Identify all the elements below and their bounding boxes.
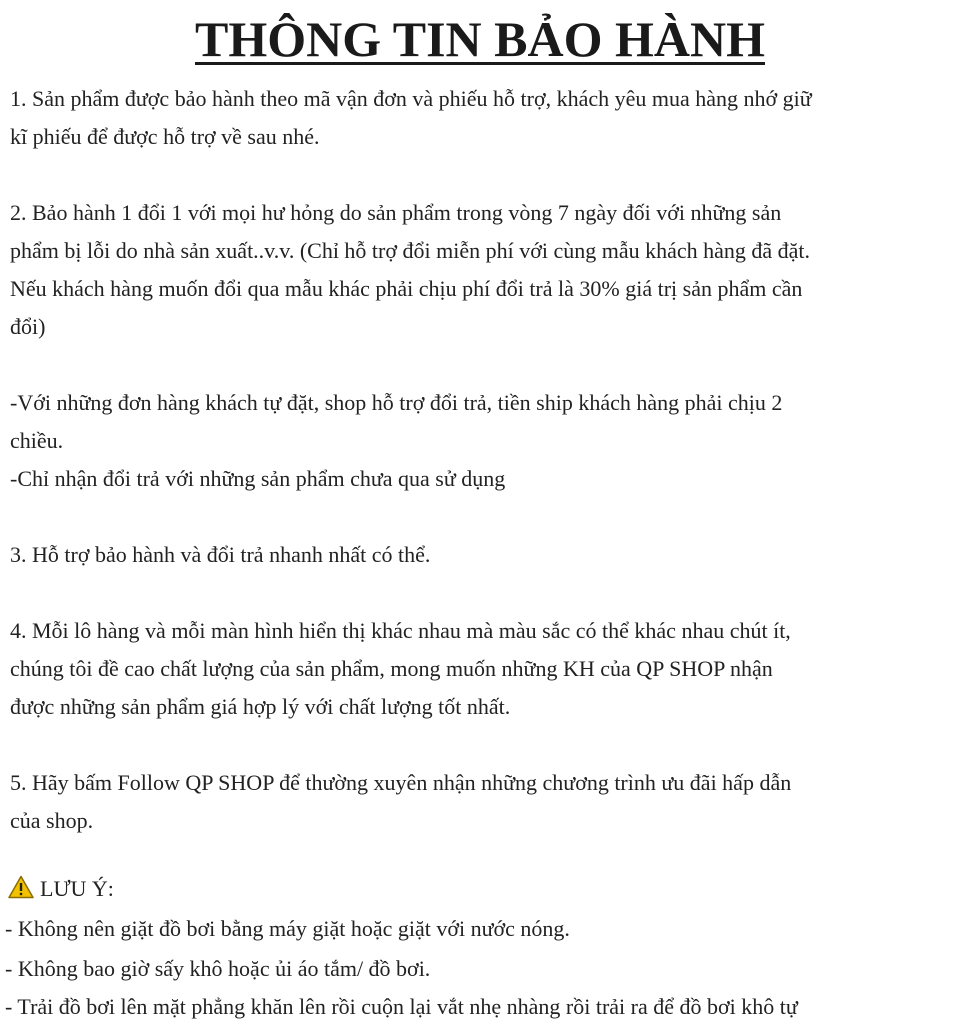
paragraph-line: phẩm bị lỗi do nhà sản xuất..v.v. (Chỉ hỗ trợ đổi miễn phí với cùng mẫu khách hàng đã đặt.	[10, 238, 811, 263]
paragraph-line: chiều.	[10, 428, 64, 453]
paragraph-line: kĩ phiếu để được hỗ trợ về sau nhé.	[10, 124, 320, 149]
paragraph-line: chúng tôi đề cao chất lượng của sản phẩm, mong muốn những KH của QP SHOP nhận	[10, 656, 773, 681]
paragraph-line: 4. Mỗi lô hàng và mỗi màn hình hiển thị khác nhau mà màu sắc có thể khác nhau chút ít,	[10, 618, 791, 643]
paragraph-2	[10, 194, 955, 346]
paragraph-line: 2. Bảo hành 1 đổi 1 với mọi hư hỏng do sản phẩm trong vòng 7 ngày đối với những sản	[10, 200, 782, 225]
paragraph-line: 1. Sản phẩm được bảo hành theo mã vận đơn và phiếu hỗ trợ, khách yêu mua hàng nhớ giữ	[10, 86, 812, 111]
paragraph-line: 5. Hãy bấm Follow QP SHOP để thường xuyên nhận những chương trình ưu đãi hấp dẫn	[10, 770, 792, 795]
paragraph-line: 3. Hỗ trợ bảo hành và đổi trả nhanh nhất có thể.	[10, 542, 431, 567]
paragraph-line: -Với những đơn hàng khách tự đặt, shop hỗ trợ đổi trả, tiền ship khách hàng phải chịu 2	[10, 390, 783, 415]
note-item: - Không nên giặt đồ bơi bằng máy giặt hoặc giặt với nước nóng.	[5, 916, 570, 941]
note-heading-text: LƯU Ý:	[40, 876, 114, 901]
paragraph-line: -Chỉ nhận đổi trả với những sản phẩm chưa qua sử dụng	[10, 466, 506, 491]
paragraph-line: được những sản phẩm giá hợp lý với chất lượng tốt nhất.	[10, 694, 511, 719]
page-title: THÔNG TIN BẢO HÀNH	[195, 11, 765, 67]
paragraph-1	[10, 80, 955, 156]
paragraph-line: đổi)	[10, 314, 46, 339]
note-item: - Trải đồ bơi lên mặt phẳng khăn lên rồi cuộn lại vắt nhẹ nhàng rồi trải ra để đồ bơi khô tự	[5, 994, 798, 1019]
note-item: - Không bao giờ sấy khô hoặc ủi áo tắm/ đồ bơi.	[5, 956, 431, 981]
paragraph-5	[10, 764, 955, 840]
note-heading	[8, 870, 114, 908]
paragraph-return-policy	[10, 384, 955, 498]
paragraph-line: của shop.	[10, 808, 94, 833]
paragraph-3	[10, 536, 955, 574]
paragraph-4	[10, 612, 955, 726]
paragraph-line: Nếu khách hàng muốn đổi qua mẫu khác phải chịu phí đổi trả là 30% giá trị sản phẩm cần	[10, 276, 803, 301]
warning-icon	[8, 873, 34, 897]
